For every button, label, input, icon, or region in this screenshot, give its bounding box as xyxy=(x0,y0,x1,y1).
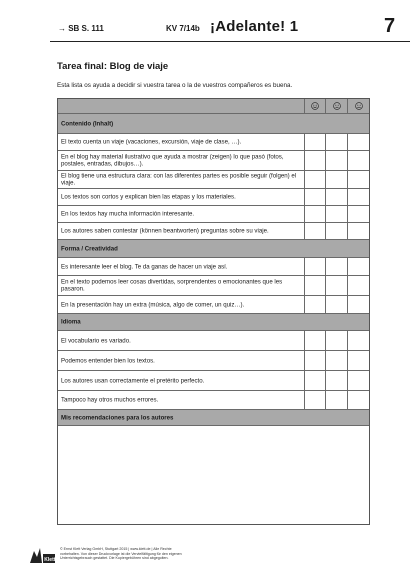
rating-cell-good[interactable] xyxy=(304,223,325,239)
section-heading: Contenido (Inhalt) xyxy=(61,119,114,127)
page-header xyxy=(50,17,410,39)
page-number: 7 xyxy=(384,15,396,37)
header-rule xyxy=(50,41,410,42)
checklist-row xyxy=(58,134,369,151)
section-heading-row xyxy=(58,114,369,134)
checklist-row xyxy=(58,296,369,314)
criterion-text: Los textos son cortos y explican bien las etapas y los materiales. xyxy=(61,193,236,201)
copyright-line: vorbehalten. Von dieser Druckvorlage ist die Vervielfältigung für den eigenen xyxy=(60,551,182,556)
rating-cell-bad[interactable] xyxy=(347,206,369,222)
rating-column-bad xyxy=(347,99,369,113)
worksheet-code: KV 7/14b xyxy=(166,24,200,33)
copyright-notice xyxy=(60,547,230,561)
checklist-row xyxy=(58,331,369,351)
rating-cell-good[interactable] xyxy=(304,206,325,222)
copyright-line: Unterrichtsgebrauch gestattet. Die Kopiergebühren sind abgegolten. xyxy=(60,556,169,561)
rating-cell-bad[interactable] xyxy=(347,371,369,390)
recommendations-heading-row xyxy=(58,410,369,426)
rating-cell-bad[interactable] xyxy=(347,189,369,205)
checklist-row xyxy=(58,351,369,371)
rating-cell-good[interactable] xyxy=(304,151,325,170)
criterion-text: En los textos hay mucha información interesante. xyxy=(61,210,195,218)
checklist-row xyxy=(58,171,369,189)
checklist-row xyxy=(58,189,369,206)
checklist-row xyxy=(58,391,369,410)
rating-cell-ok[interactable] xyxy=(325,151,347,170)
rating-cell-ok[interactable] xyxy=(325,391,347,409)
criterion-text: Podemos entender bien los textos. xyxy=(61,356,155,364)
criterion-text: Los autores usan correctamente el pretérito perfecto. xyxy=(61,376,205,384)
checklist-row xyxy=(58,223,369,240)
criterion-text: Es interesante leer el blog. Te da ganas de hacer un viaje así. xyxy=(61,262,228,270)
rating-cell-bad[interactable] xyxy=(347,276,369,295)
rating-cell-bad[interactable] xyxy=(347,331,369,350)
book-title: ¡Adelante! 1 xyxy=(210,18,299,35)
criterion-text: Los autores saben contestar (können beantworten) preguntas sobre su viaje. xyxy=(61,227,269,235)
worksheet-title: Tarea final: Blog de viaje xyxy=(57,61,169,72)
rating-cell-bad[interactable] xyxy=(347,296,369,313)
textbook-reference: → SB S. 111 xyxy=(58,24,104,33)
recommendations-writing-area[interactable] xyxy=(58,426,369,524)
rating-cell-ok[interactable] xyxy=(325,371,347,390)
recommendations-heading: Mis recomendaciones para los autores xyxy=(61,413,174,421)
rating-cell-bad[interactable] xyxy=(347,223,369,239)
rating-cell-bad[interactable] xyxy=(347,151,369,170)
checklist-row xyxy=(58,371,369,391)
section-heading: Idioma xyxy=(61,318,81,326)
criterion-text: En el blog hay material ilustrativo que ayuda a mostrar (zeigen) lo que pasó (fotos, postales, entradas, dibujos…). xyxy=(61,153,284,168)
rating-cell-good[interactable] xyxy=(304,351,325,370)
criterion-text: El blog tiene una estructura clara: con las diferentes partes es posible seguir (folgen) el viaje. xyxy=(61,172,297,187)
section-heading-row xyxy=(58,240,369,258)
rating-cell-ok[interactable] xyxy=(325,296,347,313)
smiley-neutral-icon xyxy=(333,97,341,115)
smiley-happy-icon xyxy=(311,97,319,115)
checklist-row xyxy=(58,151,369,171)
rating-cell-bad[interactable] xyxy=(347,171,369,188)
checklist-row xyxy=(58,258,369,276)
rating-cell-ok[interactable] xyxy=(325,171,347,188)
rating-cell-good[interactable] xyxy=(304,331,325,350)
rating-cell-ok[interactable] xyxy=(325,223,347,239)
copyright-line: © Ernst Klett Verlag GmbH, Stuttgart 2015 | www.klett.de | Alle Rechte xyxy=(60,547,172,551)
klett-logo xyxy=(28,545,56,565)
checklist-table xyxy=(57,98,370,525)
rating-cell-ok[interactable] xyxy=(325,206,347,222)
rating-cell-bad[interactable] xyxy=(347,134,369,150)
rating-cell-good[interactable] xyxy=(304,276,325,295)
rating-cell-good[interactable] xyxy=(304,134,325,150)
rating-cell-good[interactable] xyxy=(304,391,325,409)
rating-cell-ok[interactable] xyxy=(325,258,347,275)
section-heading-row xyxy=(58,314,369,331)
rating-cell-bad[interactable] xyxy=(347,258,369,275)
criterion-text: En la presentación hay un extra (música, algo de comer, un quiz…). xyxy=(61,300,245,308)
rating-cell-ok[interactable] xyxy=(325,134,347,150)
rating-cell-ok[interactable] xyxy=(325,331,347,350)
criterion-text: En el texto podemos leer cosas divertidas, sorprendentes o emocionantes que les pasaron. xyxy=(61,278,283,293)
criterion-text: El vocabulario es variado. xyxy=(61,336,131,344)
rating-cell-good[interactable] xyxy=(304,258,325,275)
checklist-row xyxy=(58,206,369,223)
criterion-text: Tampoco hay otros muchos errores. xyxy=(61,396,159,404)
rating-cell-good[interactable] xyxy=(304,189,325,205)
rating-cell-ok[interactable] xyxy=(325,189,347,205)
rating-column-good xyxy=(304,99,325,113)
rating-cell-good[interactable] xyxy=(304,371,325,390)
rating-cell-good[interactable] xyxy=(304,296,325,313)
intro-text: Esta lista os ayuda a decidir si vuestra tarea o la de vuestros compañeros es buena. xyxy=(57,82,293,89)
criterion-text: El texto cuenta un viaje (vacaciones, excursión, viaje de clase, …). xyxy=(61,138,242,146)
page-footer xyxy=(28,545,268,565)
rating-cell-bad[interactable] xyxy=(347,351,369,370)
section-heading: Forma / Creatividad xyxy=(61,244,118,252)
rating-cell-ok[interactable] xyxy=(325,351,347,370)
checklist-row xyxy=(58,276,369,296)
rating-header-row xyxy=(58,99,369,114)
rating-cell-ok[interactable] xyxy=(325,276,347,295)
rating-column-ok xyxy=(325,99,347,113)
svg-text:Klett: Klett xyxy=(44,557,56,563)
rating-cell-good[interactable] xyxy=(304,171,325,188)
smiley-sad-icon xyxy=(355,97,363,115)
rating-cell-bad[interactable] xyxy=(347,391,369,409)
